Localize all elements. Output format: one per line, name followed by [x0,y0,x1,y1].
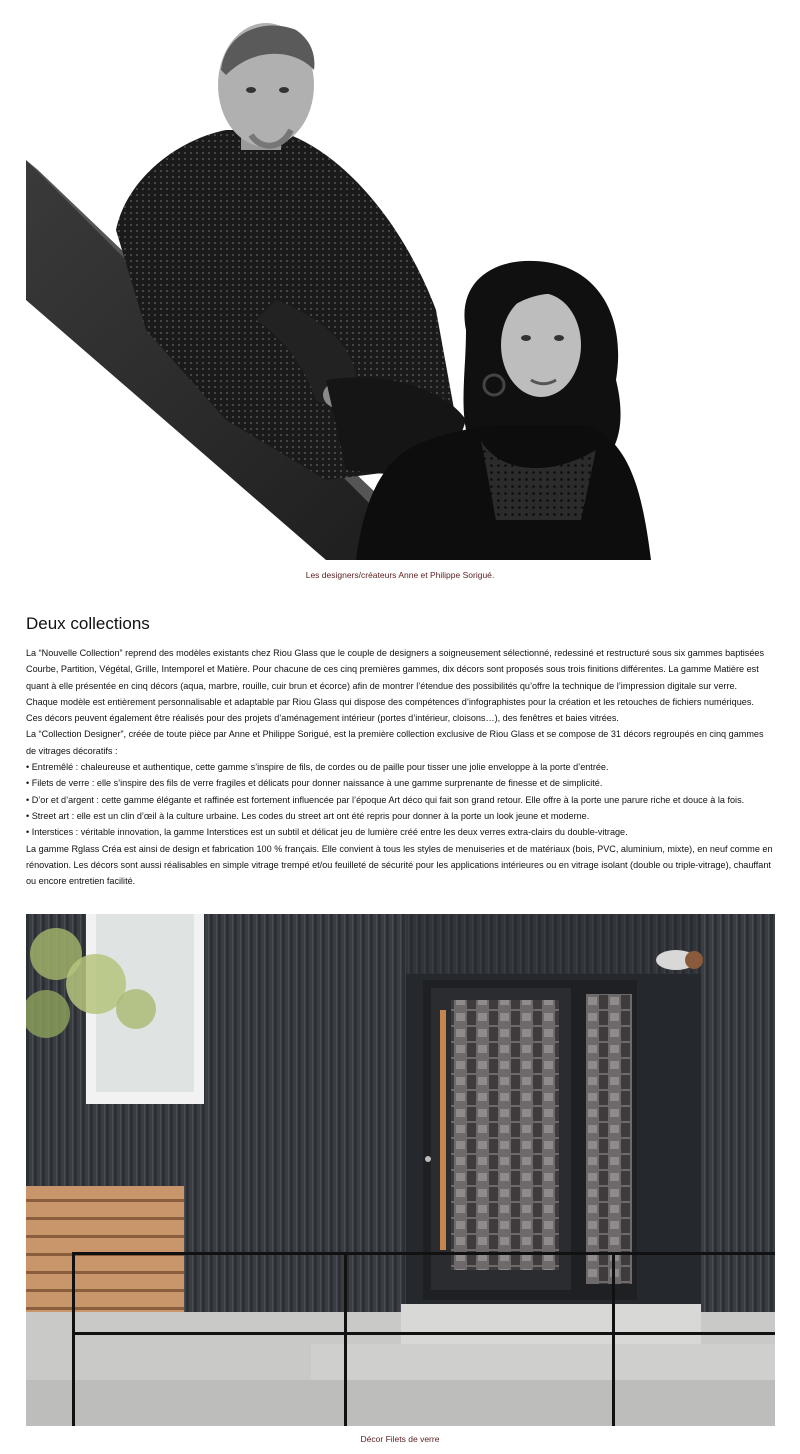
designers-caption: Les designers/créateurs Anne et Philippe Sorigué. [305,570,495,580]
list-item: • Entremêlé : chaleureuse et authentique, cette gamme s’inspire de fils, de cordes ou de paille pour tisser une jolie enveloppe à la porte d’entrée. [26,762,609,773]
door-caption: Décor Filets de verre [360,1434,440,1444]
section-title: Deux collections [26,614,150,633]
list-item: • Interstices : véritable innovation, la gamme Interstices est un subtil et délicat jeu de lumière créé entre les deux verres extra-clairs du double-vitrage. [26,827,628,838]
list-item: • D’or et d’argent : cette gamme élégante et raffinée est fortement influencée par l’époque Art déco qui fait son grand retour. Elle offre à la porte une parure riche et douce à la fois. [26,794,745,805]
door-photo [26,914,775,1426]
list-item: • Filets de verre : elle s’inspire des fils de verre fragiles et délicats pour donner naissance à une gamme surprenante de finesse et de simplicité. [26,778,603,789]
section-body [26,645,776,889]
paragraph: La “Nouvelle Collection” reprend des modèles existants chez Riou Glass que le couple de designers a soigneusement sélectionné, redessiné et restructuré sous six gammes baptisées Courbe, Partition, Végétal, Grille, Intemporel et Matière. Pour chacune de ces cinq premières gammes, dix décors sont proposés sous trois finitions différentes. La gamme Matière est quant à elle présentée en cinq décors (aqua, marbre, rouille, cuir brun et écorce) afin de montrer l’étendue des possibilités qu’offre la technique de l’impression digitale sur verre. [26,648,765,691]
paragraph: Ces décors peuvent également être réalisés pour des projets d’aménagement intérieur (portes d’intérieur, cloisons…), des fenêtres et baies vitrées. [26,713,619,724]
paragraph: Chaque modèle est entièrement personnalisable et adaptable par Riou Glass qui dispose des compétences d’infographistes pour la création et les retouches de fichiers numériques. [26,696,754,707]
list-item: • Street art : elle est un clin d’œil à la culture urbaine. Les codes du street art ont été repris pour donner à la porte un look jeune et moderne. [26,810,590,821]
paragraph: La gamme Rglass Créa est ainsi de design et fabrication 100 % français. Elle convient à tous les styles de menuiseries et de matériaux (bois, PVC, aluminium, mixte), en neuf comme en rénovation. Les décors sont aussi réalisables en simple vitrage trempé et/ou feuilleté de sécurité pour les applications intérieures ou en vitrage isolant (double ou triple-vitrage), chauffant ou encore entretien facilité. [26,843,773,887]
paragraph: La “Collection Designer”, créée de toute pièce par Anne et Philippe Sorigué, est la première collection exclusive de Riou Glass et se compose de 31 décors regroupés en cinq gammes de vitrages décoratifs : [26,729,764,756]
designers-photo [26,0,775,560]
